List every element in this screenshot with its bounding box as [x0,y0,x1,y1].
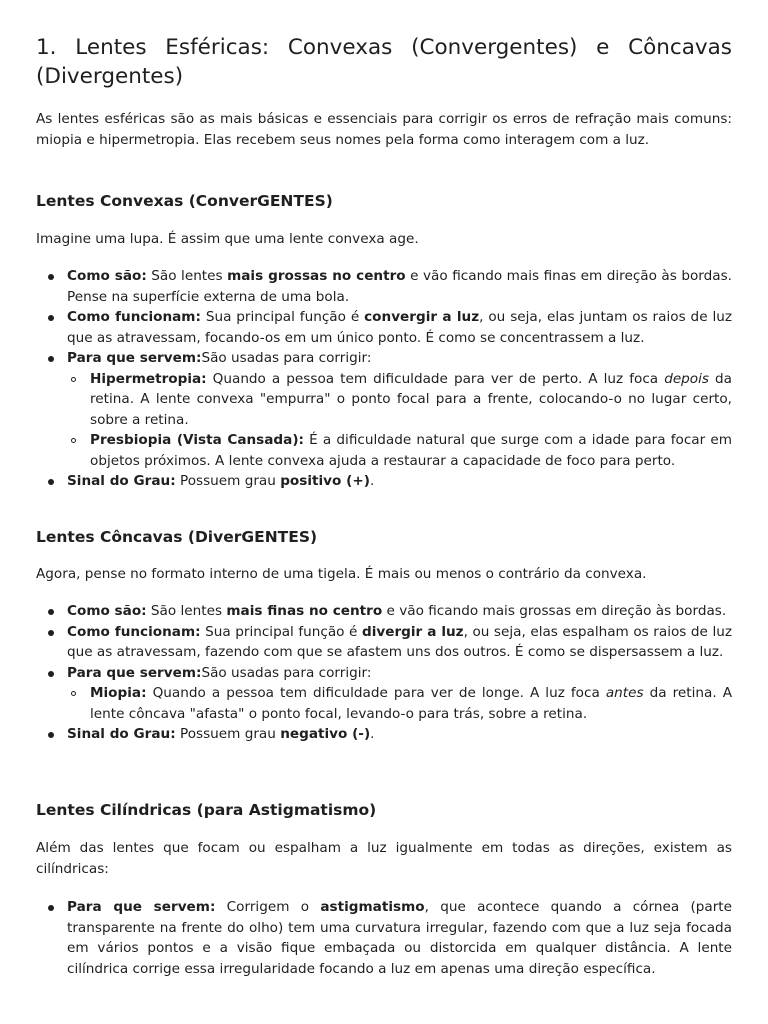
list-item: Para que servem:São usadas para corrigir: Miopia: Quando a pessoa tem dificuldade para ver de longe. A luz foca antes da retina. A lente côncava "afasta" o ponto focal, levando-o para trás, sobre a retina. [36,663,732,725]
cylindrical-bullet-list [36,897,732,979]
list-item: Sinal do Grau: Possuem grau positivo (+). [36,471,732,492]
page-title: 1. Lentes Esféricas: Convexas (Convergentes) e Côncavas (Divergentes) [36,35,732,89]
concave-sub-list [67,683,732,724]
concave-lead-paragraph: Agora, pense no formato interno de uma tigela. É mais ou menos o contrário da convexa. [36,566,647,582]
list-item: Para que servem: Corrigem o astigmatismo, que acontece quando a córnea (parte transparente na frente do olho) tem uma curvatura irregular, fazendo com que a luz seja focada em vários pontos e a visão fique embaçada ou distorcida em qualquer distância. A lente cilíndrica corrige essa irregularidade focando a luz em apenas uma direção específica. [36,897,732,979]
convex-sub-list [67,369,732,472]
list-item: Sinal do Grau: Possuem grau negativo (-). [36,724,732,745]
convex-bullet-list [36,266,732,492]
list-item: Para que servem:São usadas para corrigir: Hipermetropia: Quando a pessoa tem dificuldade para ver de perto. A luz foca depois da retina. A lente convexa "empurra" o ponto focal para a frente, colocando-o no lugar certo, sobre a retina. Presbiopia (Vista Cansada): É a dificuldade natural que surge com a idade para focar em objetos próximos. A lente convexa ajuda a restaurar a capacidade de foco para perto. [36,348,732,471]
section-heading-concave: Lentes Côncavas (DiverGENTES) [36,528,318,546]
section-heading-convex: Lentes Convexas (ConverGENTES) [36,192,333,210]
list-item: Hipermetropia: Quando a pessoa tem dificuldade para ver de perto. A luz foca depois da retina. A lente convexa "empurra" o ponto focal para a frente, colocando-o no lugar certo, sobre a retina. [67,369,732,431]
list-item: Como são: São lentes mais finas no centro e vão ficando mais grossas em direção às bordas. [36,601,732,622]
list-item: Como são: São lentes mais grossas no centro e vão ficando mais finas em direção às bordas. Pense na superfície externa de uma bola. [36,266,732,307]
list-item: Miopia: Quando a pessoa tem dificuldade para ver de longe. A luz foca antes da retina. A lente côncava "afasta" o ponto focal, levando-o para trás, sobre a retina. [67,683,732,724]
list-item: Como funcionam: Sua principal função é convergir a luz, ou seja, elas juntam os raios de luz que as atravessam, focando-os em um único ponto. É como se concentrassem a luz. [36,307,732,348]
list-item: Presbiopia (Vista Cansada): É a dificuldade natural que surge com a idade para focar em objetos próximos. A lente convexa ajuda a restaurar a capacidade de foco para perto. [67,430,732,471]
section-heading-cylindrical: Lentes Cilíndricas (para Astigmatismo) [36,801,377,819]
intro-paragraph: As lentes esféricas são as mais básicas e essenciais para corrigir os erros de refração mais comuns: miopia e hipermetropia. Elas recebem seus nomes pela forma como interagem com a luz. [36,111,732,148]
cylindrical-lead-paragraph: Além das lentes que focam ou espalham a luz igualmente em todas as direções, existem as cilíndricas: [36,840,732,877]
list-item: Como funcionam: Sua principal função é divergir a luz, ou seja, elas espalham os raios de luz que as atravessam, fazendo com que se afastem uns dos outros. É como se dispersassem a luz. [36,622,732,663]
convex-lead-paragraph: Imagine uma lupa. É assim que uma lente convexa age. [36,231,419,247]
concave-bullet-list [36,601,732,745]
